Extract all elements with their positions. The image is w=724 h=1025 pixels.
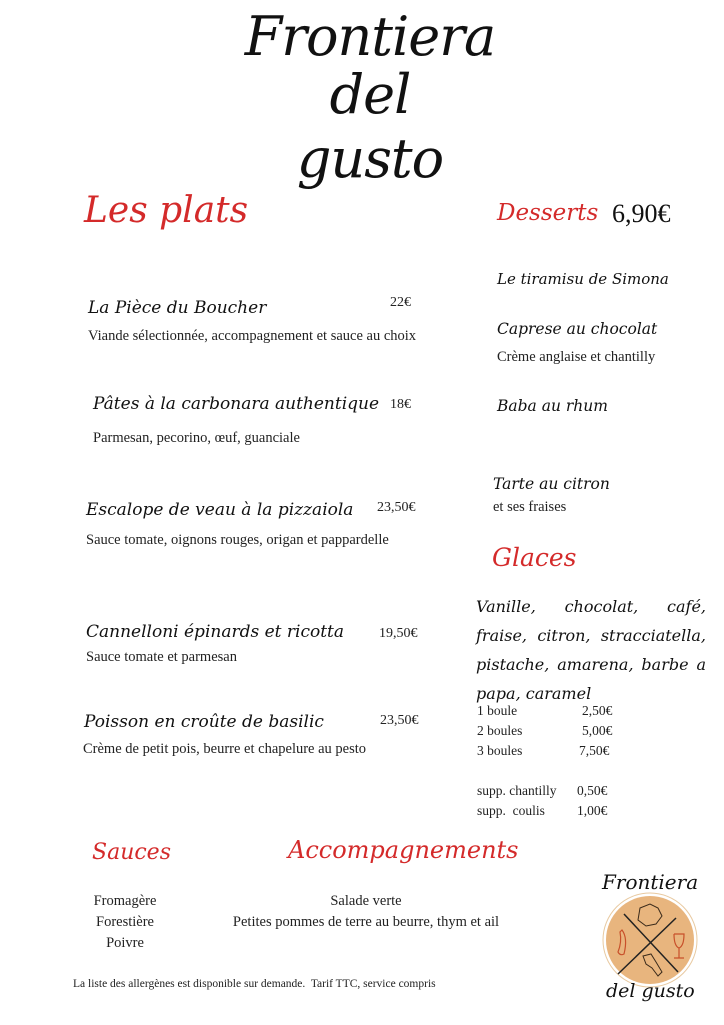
price-value: 7,50€	[579, 743, 610, 758]
title-line-1: Frontiera del	[244, 5, 496, 126]
dish-price: 23,50€	[380, 713, 419, 728]
sauce-item: Poivre	[106, 935, 144, 951]
dish-description: Viande sélectionnée, accompagnement et sauce au choix	[88, 328, 417, 344]
desserts-price: 6,90€	[612, 199, 671, 228]
sauces-list	[70, 891, 180, 954]
allergens-note: La liste des allergènes est disponible sur demande. Tarif TTC, service compris	[73, 978, 436, 990]
desserts-title: Desserts	[497, 200, 599, 226]
accompagnement-item: Salade verte	[330, 893, 402, 909]
dish-name: Escalope de veau à la pizzaiola	[86, 500, 354, 520]
dish-price: 18€	[390, 397, 411, 412]
price-value: 5,00€	[582, 723, 613, 738]
dish-price: 19,50€	[379, 626, 418, 641]
dish-name: Poisson en croûte de basilic	[84, 712, 324, 732]
accompagnement-item: Petites pommes de terre au beurre, thym et ail	[232, 914, 500, 930]
plats-title: Les plats	[84, 190, 249, 231]
title-line-2: gusto	[296, 127, 444, 190]
price-label: 2 boules	[477, 723, 523, 738]
supplement-price: 0,50€	[577, 783, 608, 798]
glaces-title: Glaces	[492, 543, 577, 572]
price-row	[477, 721, 612, 741]
dish-name: La Pièce du Boucher	[88, 298, 267, 318]
glaces-price-list	[477, 701, 612, 821]
dish-description: Crème de petit pois, beurre et chapelure au pesto	[83, 741, 367, 757]
supplement-label: supp. chantilly	[477, 783, 557, 798]
dish-name: Cannelloni épinards et ricotta	[86, 622, 345, 642]
glaces-flavors: Vanille, chocolat, café, fraise, citron, stracciatella, pistache, amarena, barbe a papa, caramel	[476, 597, 706, 703]
price-row	[477, 741, 612, 761]
price-label: 3 boules	[477, 743, 523, 758]
dessert-name: Tarte au citron	[493, 475, 610, 493]
logo-text-top: Frontiera	[602, 870, 699, 894]
dish-price: 23,50€	[377, 500, 416, 515]
dessert-name: Le tiramisu de Simona	[497, 270, 669, 288]
accompagnements-list	[200, 891, 532, 933]
dish-price: 22€	[390, 295, 411, 310]
dish-description: Sauce tomate, oignons rouges, origan et pappardelle	[86, 532, 389, 548]
supplement-label: supp. coulis	[477, 803, 545, 818]
dessert-description: et ses fraises	[493, 499, 567, 515]
supplement-price: 1,00€	[577, 803, 608, 818]
price-label: 1 boule	[477, 703, 518, 718]
sauces-title: Sauces	[92, 840, 171, 865]
price-row	[477, 701, 612, 721]
dessert-name: Baba au rhum	[497, 397, 608, 415]
dish-name: Pâtes à la carbonara authentique	[93, 394, 380, 414]
restaurant-logo	[588, 860, 718, 1020]
sauce-item: Forestière	[96, 914, 154, 930]
restaurant-title	[240, 5, 500, 190]
accompagnements-title: Accompagnements	[288, 836, 519, 864]
sauce-item: Fromagère	[93, 893, 157, 909]
supplement-row	[477, 781, 612, 801]
dessert-description: Crème anglaise et chantilly	[497, 349, 656, 365]
dish-description: Sauce tomate et parmesan	[86, 649, 237, 665]
price-value: 2,50€	[582, 703, 613, 718]
supplement-row	[477, 801, 612, 821]
dessert-name: Caprese au chocolat	[497, 320, 658, 338]
logo-text-bottom: del gusto	[606, 980, 695, 1002]
dish-description: Parmesan, pecorino, œuf, guanciale	[93, 430, 300, 446]
